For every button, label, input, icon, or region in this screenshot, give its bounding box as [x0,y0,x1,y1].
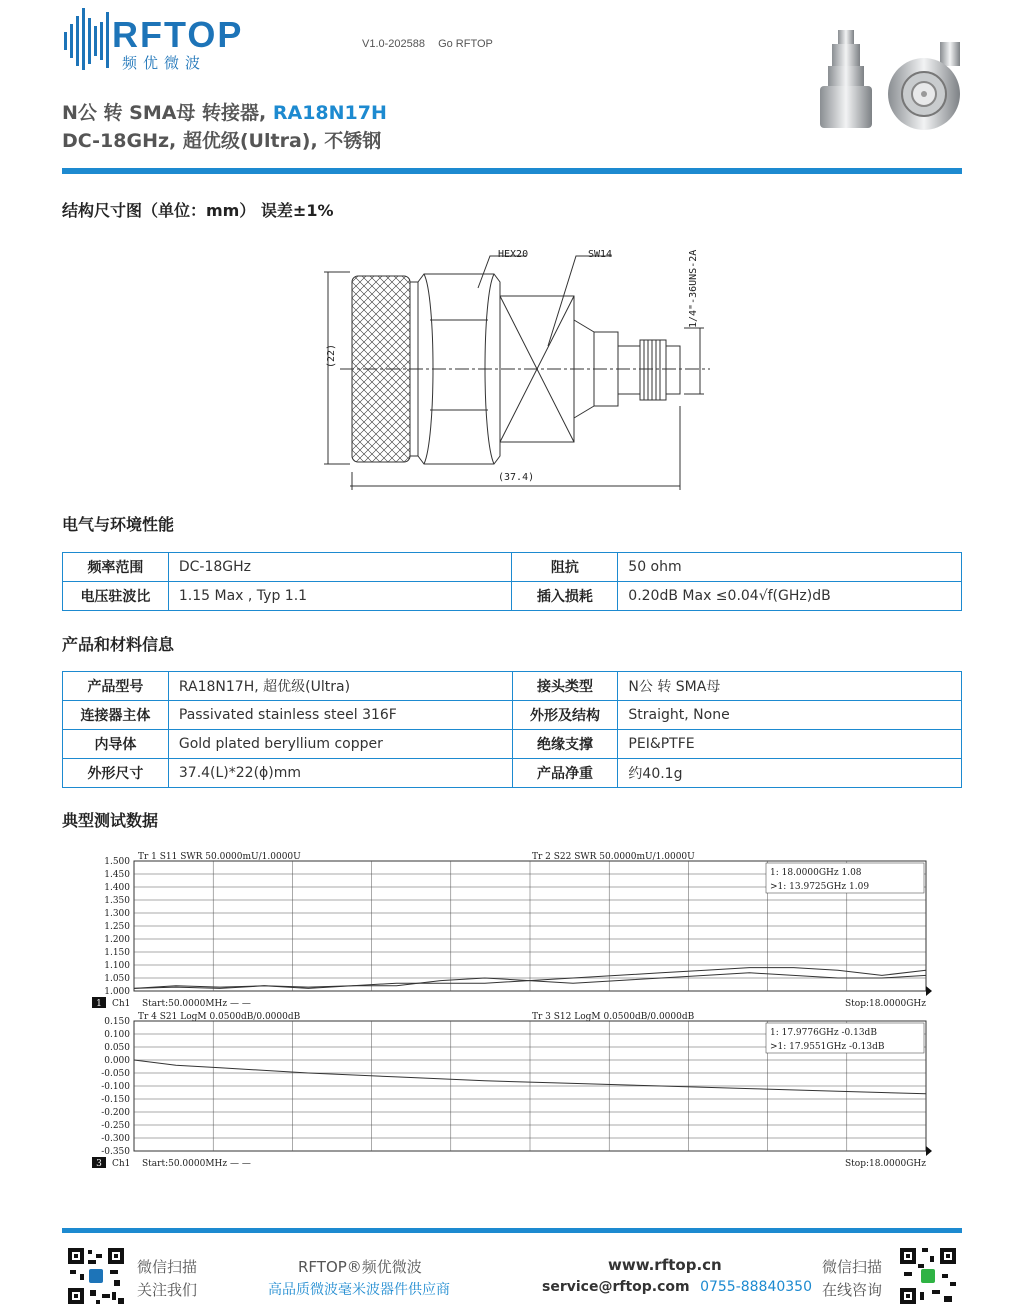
hex-label: HEX20 [498,249,529,260]
logo-cn: 频优微波 [122,54,207,72]
y-tick-label: 1.400 [104,883,130,893]
y-tick-label: 1.200 [104,935,130,945]
y-tick-label: 0.100 [104,1030,130,1040]
sw-label: SW14 [588,249,613,260]
table-label: 内导体 [63,730,169,759]
marker-readout-2: >1: 13.9725GHz 1.09 [770,882,870,892]
table-row [63,759,962,788]
trace-label-left: Tr 1 S11 SWR 50.0000mU/1.0000U [138,852,301,862]
email-link[interactable]: service@rftop.com [542,1279,690,1295]
marker-readout-1: 1: 17.9776GHz -0.13dB [770,1028,877,1038]
header-divider [62,168,962,174]
y-tick-label: -0.050 [101,1069,130,1079]
table-value: RA18N17H, 超优级(Ultra) [168,672,512,701]
y-tick-label: 0.150 [104,1017,130,1027]
channel-label: Ch1 [112,999,131,1009]
y-tick-label: -0.100 [101,1082,130,1092]
table-value: 1.15 Max , Typ 1.1 [168,582,512,611]
table-value: 50 ohm [618,553,962,582]
footer-divider [62,1228,962,1233]
y-tick-label: -0.350 [101,1147,130,1157]
table-value: Gold plated beryllium copper [168,730,512,759]
material-table [62,671,962,788]
table-label: 外形尺寸 [63,759,169,788]
table-value: DC-18GHz [168,553,512,582]
logo-text: RFTOP [112,14,244,55]
table-label: 外形及结构 [512,701,618,730]
table-row [63,672,962,701]
table-row [63,701,962,730]
height-label: (22) [326,343,337,368]
table-value: N公 转 SMA母 [618,672,962,701]
y-tick-label: 1.350 [104,896,130,906]
table-label: 接头类型 [512,672,618,701]
y-tick-label: 0.000 [104,1056,130,1066]
y-tick-label: 1.000 [104,987,130,997]
trace-label-right: Tr 3 S12 LogM 0.0500dB/0.0000dB [532,1012,695,1022]
table-value: 0.20dB Max ≤0.04√f(GHz)dB [618,582,962,611]
length-label: (37.4) [498,472,535,483]
table-label: 电压驻波比 [63,582,169,611]
test-data-chart [62,848,962,1172]
reference-marker [926,986,932,996]
y-tick-label: 1.450 [104,870,130,880]
table-label: 产品型号 [63,672,169,701]
table-label: 绝缘支撑 [512,730,618,759]
marker-readout-2: >1: 17.9551GHz -0.13dB [770,1042,885,1052]
wechat-consult-line2: 在线咨询 [822,1281,883,1299]
drawing-section-title: 结构尺寸图（单位：mm） 误差±1% [62,201,334,220]
brand-tag: Go RFTOP [438,38,493,50]
wechat-consult-line1: 微信扫描 [822,1258,883,1276]
table-label: 频率范围 [63,553,169,582]
reference-marker [926,1146,932,1156]
contact-line [542,1279,812,1295]
y-tick-label: 1.500 [104,857,130,867]
test-section-title: 典型测试数据 [62,811,159,830]
company-slogan: 高品质微波毫米波器件供应商 [268,1282,450,1298]
thread-label: 1/4"-36UNS-2A [688,249,699,328]
table-value: 37.4(L)*22(ϕ)mm [168,759,512,788]
table-label: 阻抗 [512,553,618,582]
y-tick-label: -0.300 [101,1134,130,1144]
trace-label-left: Tr 4 S21 LogM 0.0500dB/0.0000dB [138,1012,301,1022]
y-tick-label: -0.250 [101,1121,130,1131]
table-label: 插入损耗 [512,582,618,611]
phone-number: 0755-88840350 [700,1279,813,1295]
y-tick-label: 1.300 [104,909,130,919]
y-tick-label: -0.150 [101,1095,130,1105]
version-number: V1.0-202588 [362,38,425,50]
model-number: RA18N17H [272,102,387,124]
dimension-drawing [300,238,740,494]
table-value: Passivated stainless steel 316F [168,701,512,730]
table-row [63,730,962,759]
title-prefix: N公 转 SMA母 转接器, [62,102,273,124]
table-label: 产品净重 [512,759,618,788]
start-frequency: Start:50.0000MHz — — [142,999,251,1009]
y-tick-label: 1.100 [104,961,130,971]
table-row [63,553,962,582]
wechat-follow-line2: 关注我们 [137,1281,198,1299]
y-tick-label: 0.050 [104,1043,130,1053]
table-value: 约40.1g [618,759,962,788]
company-name: RFTOP®频优微波 [298,1258,422,1276]
channel-number: 1 [96,999,102,1009]
product-title [62,98,387,125]
start-frequency: Start:50.0000MHz — — [142,1159,251,1169]
table-value: PEI&PTFE [618,730,962,759]
version-line [362,38,503,50]
trace-label-right: Tr 2 S22 SWR 50.0000mU/1.0000U [532,852,695,862]
table-label: 连接器主体 [63,701,169,730]
y-tick-label: 1.050 [104,974,130,984]
marker-readout-1: 1: 18.0000GHz 1.08 [770,868,862,878]
wechat-follow-line1: 微信扫描 [137,1258,198,1276]
website-link[interactable]: www.rftop.cn [608,1256,722,1274]
channel-label: Ch1 [112,1159,131,1169]
stop-frequency: Stop:18.0000GHz [845,999,926,1009]
product-photo [808,22,968,134]
channel-number: 3 [96,1159,102,1169]
electrical-table [62,552,962,611]
table-value: Straight, None [618,701,962,730]
y-tick-label: 1.250 [104,922,130,932]
table-row [63,582,962,611]
qr-code-follow [66,1246,126,1306]
material-section-title: 产品和材料信息 [62,635,175,654]
y-tick-label: 1.150 [104,948,130,958]
electrical-section-title: 电气与环境性能 [62,515,175,534]
stop-frequency: Stop:18.0000GHz [845,1159,926,1169]
product-subtitle: DC-18GHz, 超优级(Ultra), 不锈钢 [62,130,382,152]
y-tick-label: -0.200 [101,1108,130,1118]
qr-code-consult [898,1246,958,1306]
